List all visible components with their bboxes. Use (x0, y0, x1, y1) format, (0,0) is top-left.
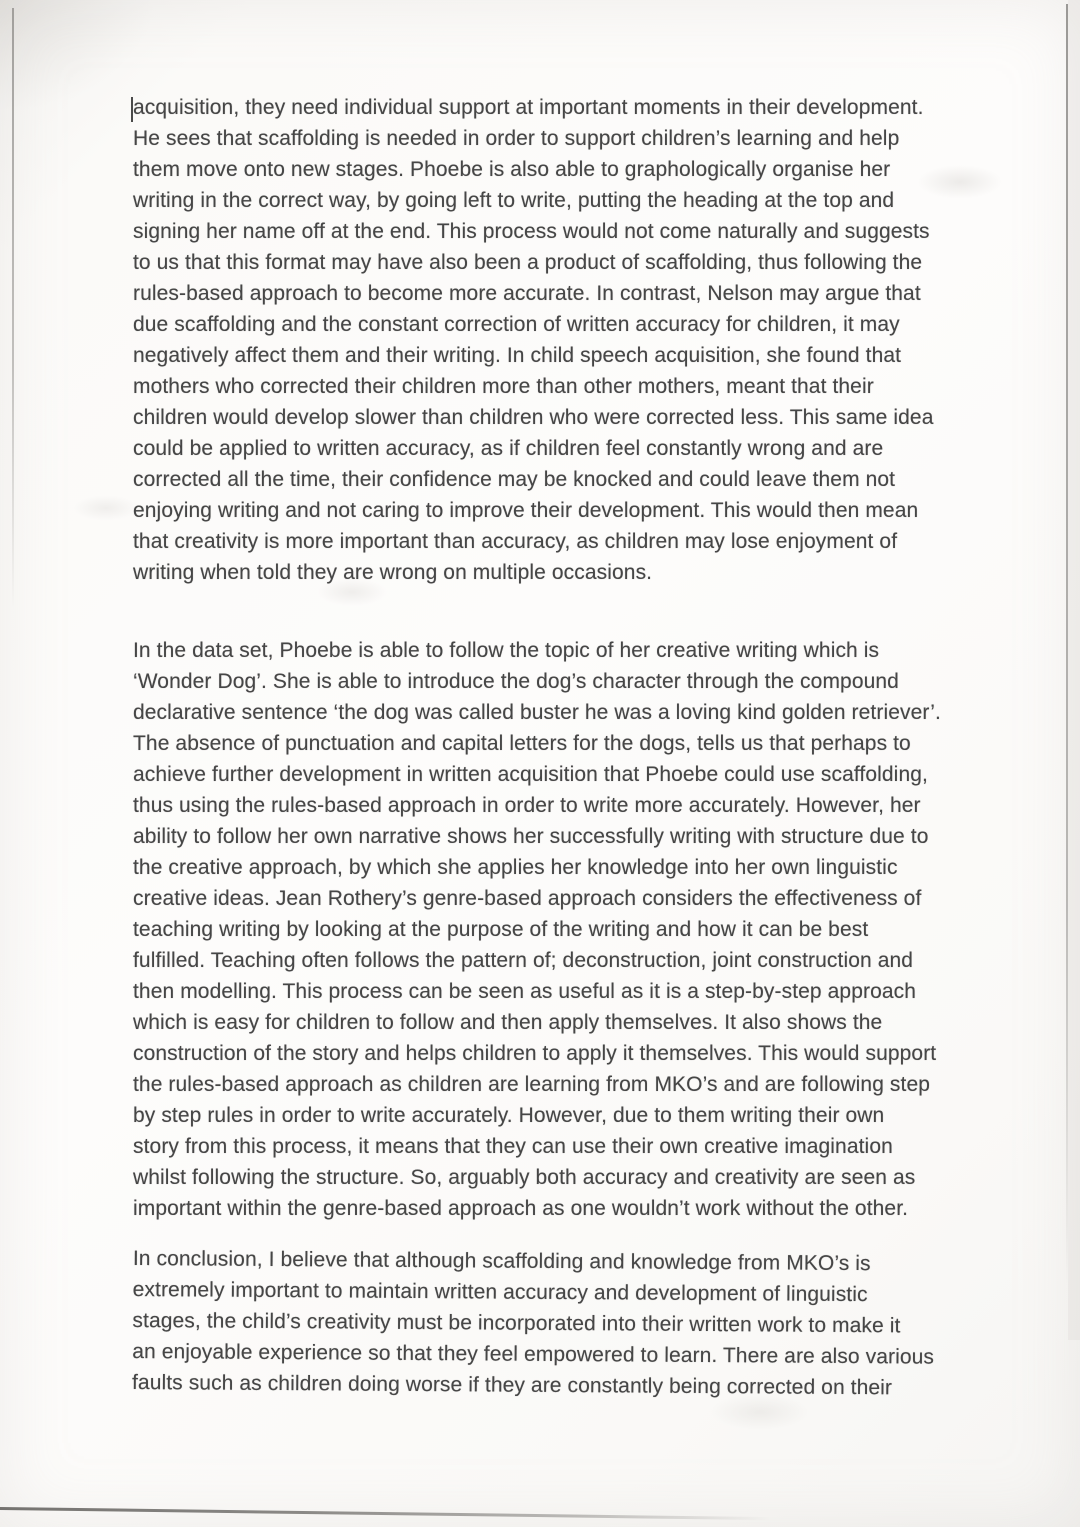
text-line: negatively affect them and their writing. In child speech acquisition, she found that (133, 344, 902, 367)
paper-left-edge-line (12, 8, 14, 608)
text-line: story from this process, it means that they can use their own creative imagination (133, 1135, 893, 1158)
text-line: whilst following the structure. So, arguably both accuracy and creativity are seen as (133, 1166, 916, 1189)
text-line: corrected all the time, their confidence may be knocked and could leave them not (133, 468, 896, 491)
text-line: The absence of punctuation and capital letters for the dogs, tells us that perhaps to (133, 732, 911, 755)
text-line: ‘Wonder Dog’. She is able to introduce the dog’s character through the compound (133, 670, 899, 693)
text-line: to us that this format may have also been a product of scaffolding, thus following the (133, 251, 923, 274)
text-line: teaching writing by looking at the purpose of the writing and how it can be best (133, 918, 869, 941)
text-line: achieve further development in written acquisition that Phoebe could use scaffolding, (133, 763, 928, 786)
paragraph (133, 92, 963, 588)
text-line: then modelling. This process can be seen as useful as it is a step-by-step approach (133, 980, 917, 1003)
text-line: writing in the correct way, by going left to write, putting the heading at the top and (133, 189, 895, 212)
text-line: signing her name off at the end. This process would not come naturally and suggests (133, 220, 930, 243)
text-line: enjoying writing and not caring to improve their development. This would then mean (133, 499, 919, 522)
paper-bottom-edge (0, 1507, 770, 1520)
paragraph (132, 1243, 963, 1404)
paragraph (133, 635, 963, 1224)
essay-text (133, 92, 963, 1398)
text-line: fulfilled. Teaching often follows the pattern of; deconstruction, joint construction and (133, 949, 914, 972)
text-line: stages, the child’s creativity must be incorporated into their written work to make it (132, 1308, 901, 1338)
text-line: thus using the rules-based approach in order to write more accurately. However, her (133, 794, 921, 817)
text-line: due scaffolding and the constant correction of written accuracy for children, it may (133, 313, 900, 336)
text-line: In the data set, Phoebe is able to follow the topic of her creative writing which is (133, 639, 880, 662)
text-line: mothers who corrected their children more than other mothers, meant that their (133, 375, 874, 398)
text-line: the creative approach, by which she applies her knowledge into her own linguistic (133, 856, 898, 879)
text-line: writing when told they are wrong on multiple occasions. (133, 561, 653, 584)
text-line: the rules-based approach as children are learning from MKO’s and are following step (133, 1073, 931, 1096)
text-line: In conclusion, I believe that although scaffolding and knowledge from MKO’s is (132, 1246, 871, 1276)
text-line: ability to follow her own narrative shows her successfully writing with structure due to (133, 825, 929, 848)
text-line: rules-based approach to become more accurate. In contrast, Nelson may argue that (133, 282, 921, 305)
text-line: children would develop slower than children who were corrected less. This same idea (133, 406, 934, 429)
text-line: construction of the story and helps children to apply it themselves. This would support (133, 1042, 937, 1065)
text-line: declarative sentence ‘the dog was called buster he was a loving kind golden retriever’. (133, 701, 941, 724)
text-line: could be applied to written accuracy, as if children feel constantly wrong and are (133, 437, 884, 460)
text-line: creative ideas. Jean Rothery’s genre-based approach considers the effectiveness of (133, 887, 922, 910)
scan-right-strip (1068, 0, 1080, 1340)
text-line: that creativity is more important than accuracy, as children may lose enjoyment of (133, 530, 898, 553)
paper-right-edge-line (1066, 4, 1068, 1284)
text-line: by step rules in order to write accurately. However, due to them writing their own (133, 1104, 885, 1127)
text-line: extremely important to maintain written accuracy and development of linguistic (132, 1277, 868, 1307)
text-line: which is easy for children to follow and then apply themselves. It also shows the (133, 1011, 883, 1034)
text-line: acquisition, they need individual support at important moments in their development. (133, 96, 924, 119)
text-line: faults such as children doing worse if they are constantly being corrected on their (131, 1370, 893, 1400)
text-line: them move onto new stages. Phoebe is also able to graphologically organise her (133, 158, 891, 181)
text-line: important within the genre-based approach as one wouldn’t work without the other. (133, 1197, 909, 1220)
text-line: an enjoyable experience so that they feel empowered to learn. There are also various (132, 1339, 935, 1369)
text-line: He sees that scaffolding is needed in order to support children’s learning and help (133, 127, 900, 150)
